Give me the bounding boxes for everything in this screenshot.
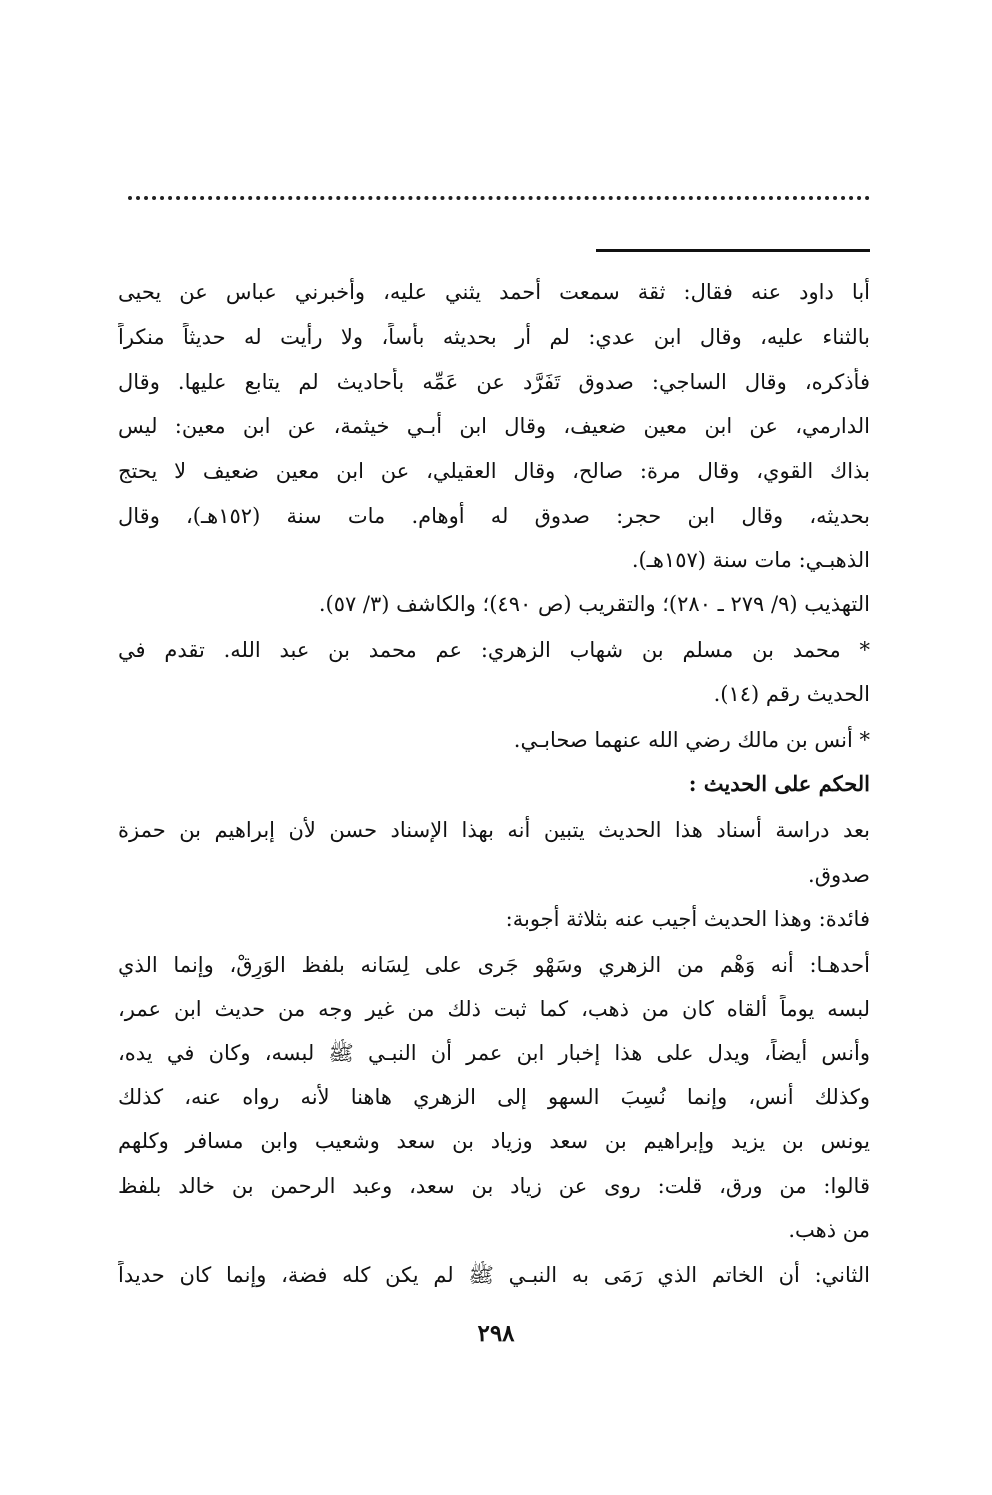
- text-line: بعد دراسة أسناد هذا الحديث يتبين أنه بهذا الإسناد حسن لأن إبراهيم بن حمزة: [118, 818, 870, 842]
- text-line: * أنس بن مالك رضي الله عنهما صحابـي.: [513, 728, 870, 752]
- text-line: بالثناء عليه، وقال ابن عدي: لم أر بحديثه بأساً، ولا رأيت له حديثاً منكراً: [118, 325, 870, 349]
- footnote-rule: [596, 249, 870, 252]
- dotted-separator: [128, 196, 870, 200]
- page-number: ٢٩٨: [477, 1320, 515, 1347]
- text-line: يونس بن يزيد وإبراهيم بن سعد وزياد بن سعد وشعيب وابن مسافر وكلهم: [118, 1129, 870, 1153]
- section-heading: الحكم على الحديث :: [688, 771, 870, 796]
- text-line: صدوق.: [808, 863, 870, 887]
- text-line: قالوا: من ورق، قلت: روى عن زياد بن سعد، وعبد الرحمن بن خالد بلفظ: [118, 1174, 870, 1198]
- text-line: أبا داود عنه فقال: ثقة سمعت أحمد يثني عليه، وأخبرني عباس عن يحيى: [118, 280, 870, 304]
- text-line: أحدهـا: أنه وَهْم من الزهري وسَهْو جَرى على لِسَانه بلفظ الوَرِقْ، وإنما الذي: [118, 953, 870, 977]
- text-line: * محمد بن مسلم بن شهاب الزهري: عم محمد بن عبد الله. تقدم في: [118, 638, 870, 662]
- text-line: فأذكره، وقال الساجي: صدوق تَفَرَّد عن عَمِّه بأحاديث لم يتابع عليها. وقال: [118, 370, 870, 394]
- text-line: بحديثه، وقال ابن حجر: صدوق له أوهام. مات سنة (١٥٢هـ)، وقال: [118, 504, 870, 528]
- text-line: الذهبـي: مات سنة (١٥٧هـ).: [631, 548, 870, 572]
- text-line: الثاني: أن الخاتم الذي رَمَى به النبـي ﷺ لم يكن كله فضة، وإنما كان حديداً: [118, 1263, 870, 1287]
- text-line: الحديث رقم (١٤).: [713, 682, 870, 706]
- text-line: فائدة: وهذا الحديث أُجيب عنه بثلاثة أجوبة:: [505, 907, 870, 931]
- text-line: الدارمي، عن ابن معين ضعيف، وقال ابن أبـي خيثمة، عن ابن معين: ليس: [118, 414, 870, 438]
- text-line: وكذلك أنس، وإنما نُسِبَ السهو إلى الزهري هاهنا لأنه رواه عنه، كذلك: [118, 1085, 870, 1109]
- text-line: لبسه يوماً ألقاه كان من ذهب، كما ثبت ذلك من غير وجه من حديث ابن عمر،: [118, 997, 870, 1021]
- text-line: بذاك القوي، وقال مرة: صالح، وقال العقيلي، عن ابن معين ضعيف لا يحتج: [118, 459, 870, 483]
- text-line: من ذهب.: [788, 1218, 870, 1242]
- reference-line: التهذيب (٩/ ٢٧٩ ـ ٢٨٠)؛ والتقريب (ص ٤٩٠)؛ والكاشف (٣/ ٥٧).: [318, 592, 870, 616]
- text-line: وأنس أيضاً، ويدل على هذا إخبار ابن عمر أن النبـي ﷺ لبسه، وكان في يده،: [118, 1041, 870, 1065]
